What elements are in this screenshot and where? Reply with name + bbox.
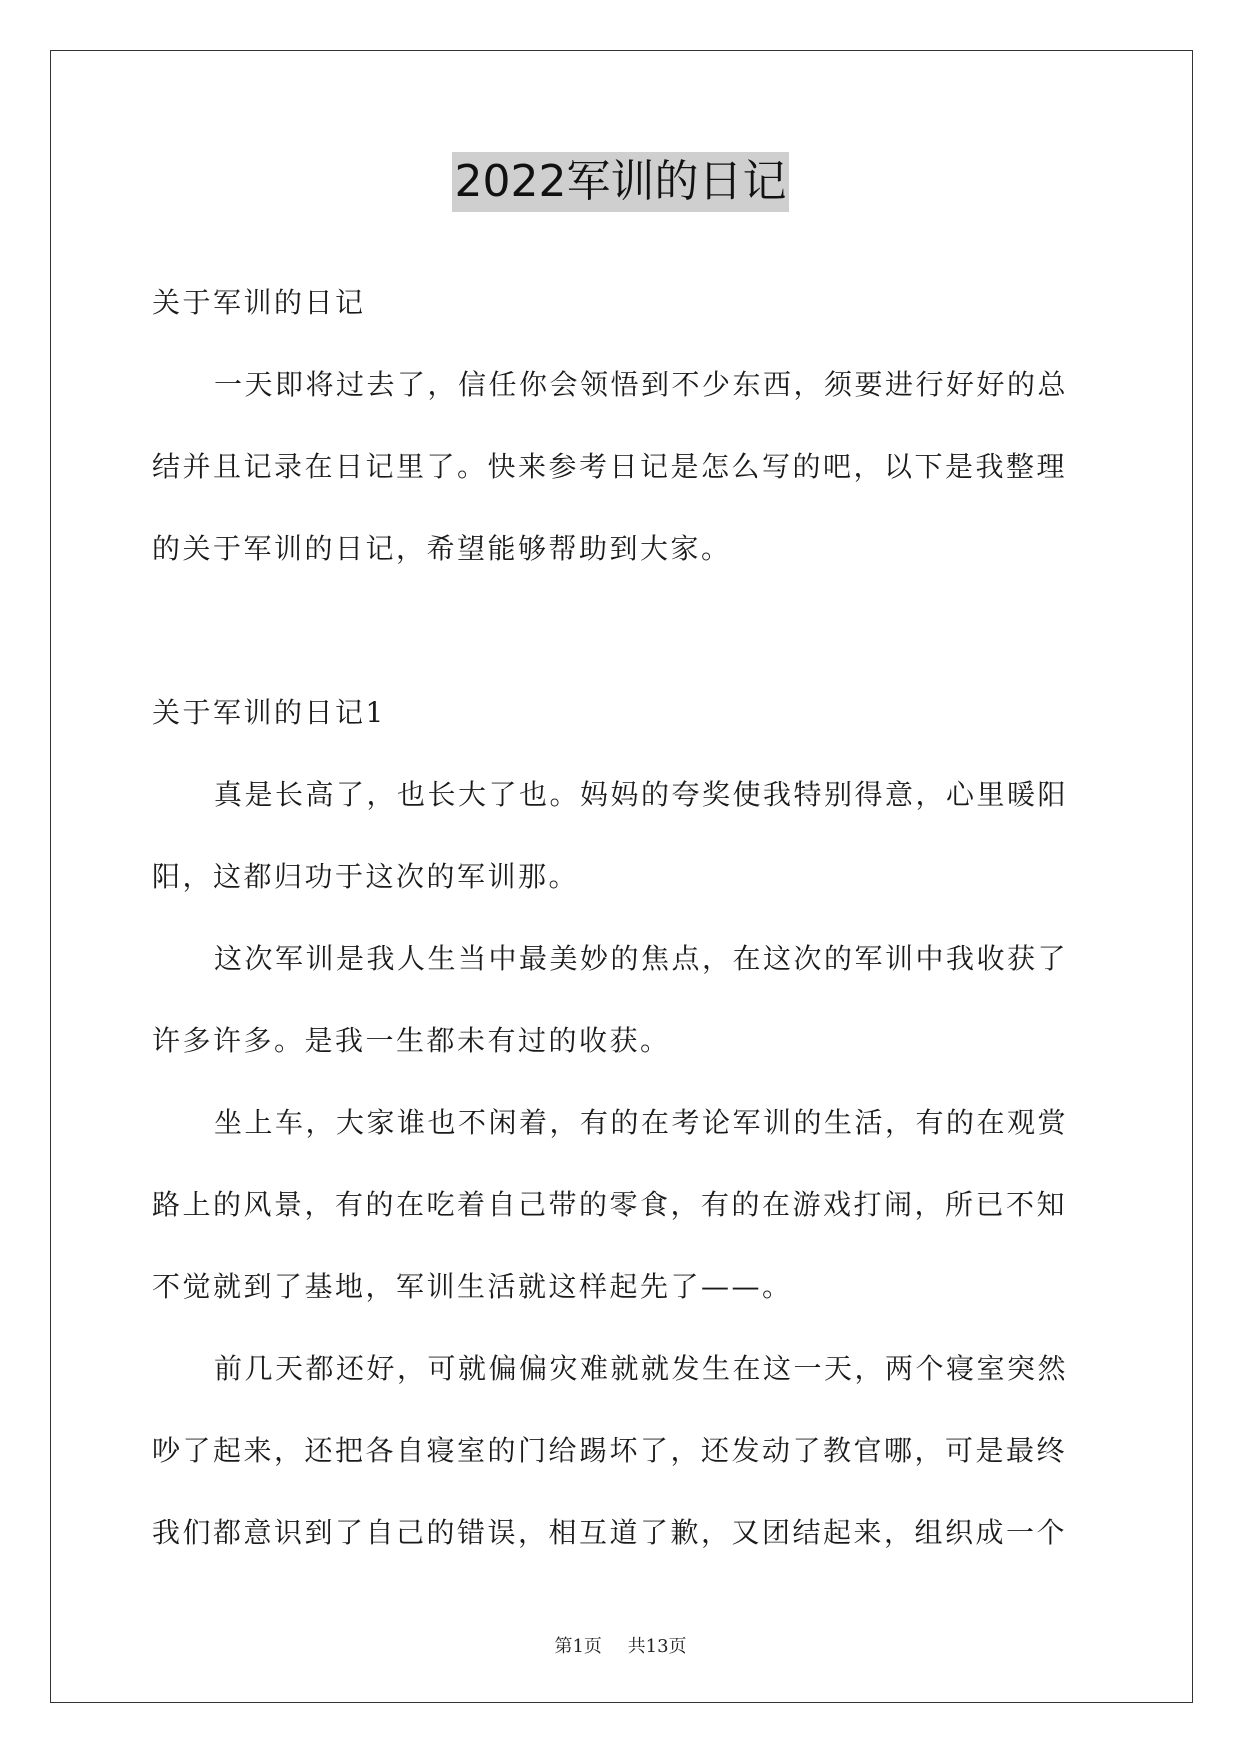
text-line: 真是长高了，也长大了也。妈妈的夸奖使我特别得意，心里暖阳 — [214, 778, 1069, 811]
document-body — [152, 262, 1092, 1574]
text-line: 许多许多。是我一生都未有过的收获。 — [152, 1024, 671, 1057]
document-title: 2022军训的日记 — [452, 152, 790, 212]
page-number: 第1页 — [554, 1636, 602, 1657]
text-line: 的关于军训的日记，希望能够帮助到大家。 — [152, 532, 732, 565]
text-line: 我们都意识到了自己的错误，相互道了歉，又团结起来，组织成一个 — [152, 1516, 1068, 1549]
page-footer — [0, 1632, 1241, 1658]
text-line: 吵了起来，还把各自寝室的门给踢坏了，还发动了教官哪，可是最终 — [152, 1434, 1068, 1467]
text-line: 坐上车，大家谁也不闲着，有的在考论军训的生活，有的在观赏 — [214, 1106, 1069, 1139]
text-line: 这次军训是我人生当中最美妙的焦点，在这次的军训中我收获了 — [214, 942, 1069, 975]
page-total: 共13页 — [627, 1636, 687, 1657]
title-container — [0, 152, 1241, 212]
blank-line — [152, 590, 1092, 672]
text-line: 一天即将过去了，信任你会领悟到不少东西，须要进行好好的总 — [214, 368, 1069, 401]
text-line: 阳，这都归功于这次的军训那。 — [152, 860, 580, 893]
text-line: 关于军训的日记1 — [152, 696, 386, 729]
text-line: 结并且记录在日记里了。快来参考日记是怎么写的吧，以下是我整理 — [152, 450, 1068, 483]
text-line: 前几天都还好，可就偏偏灾难就就发生在这一天，两个寝室突然 — [214, 1352, 1069, 1385]
text-line: 路上的风景，有的在吃着自己带的零食，有的在游戏打闹，所已不知 — [152, 1188, 1068, 1221]
text-line: 关于军训的日记 — [152, 286, 366, 319]
text-line: 不觉就到了基地，军训生活就这样起先了——。 — [152, 1270, 793, 1303]
